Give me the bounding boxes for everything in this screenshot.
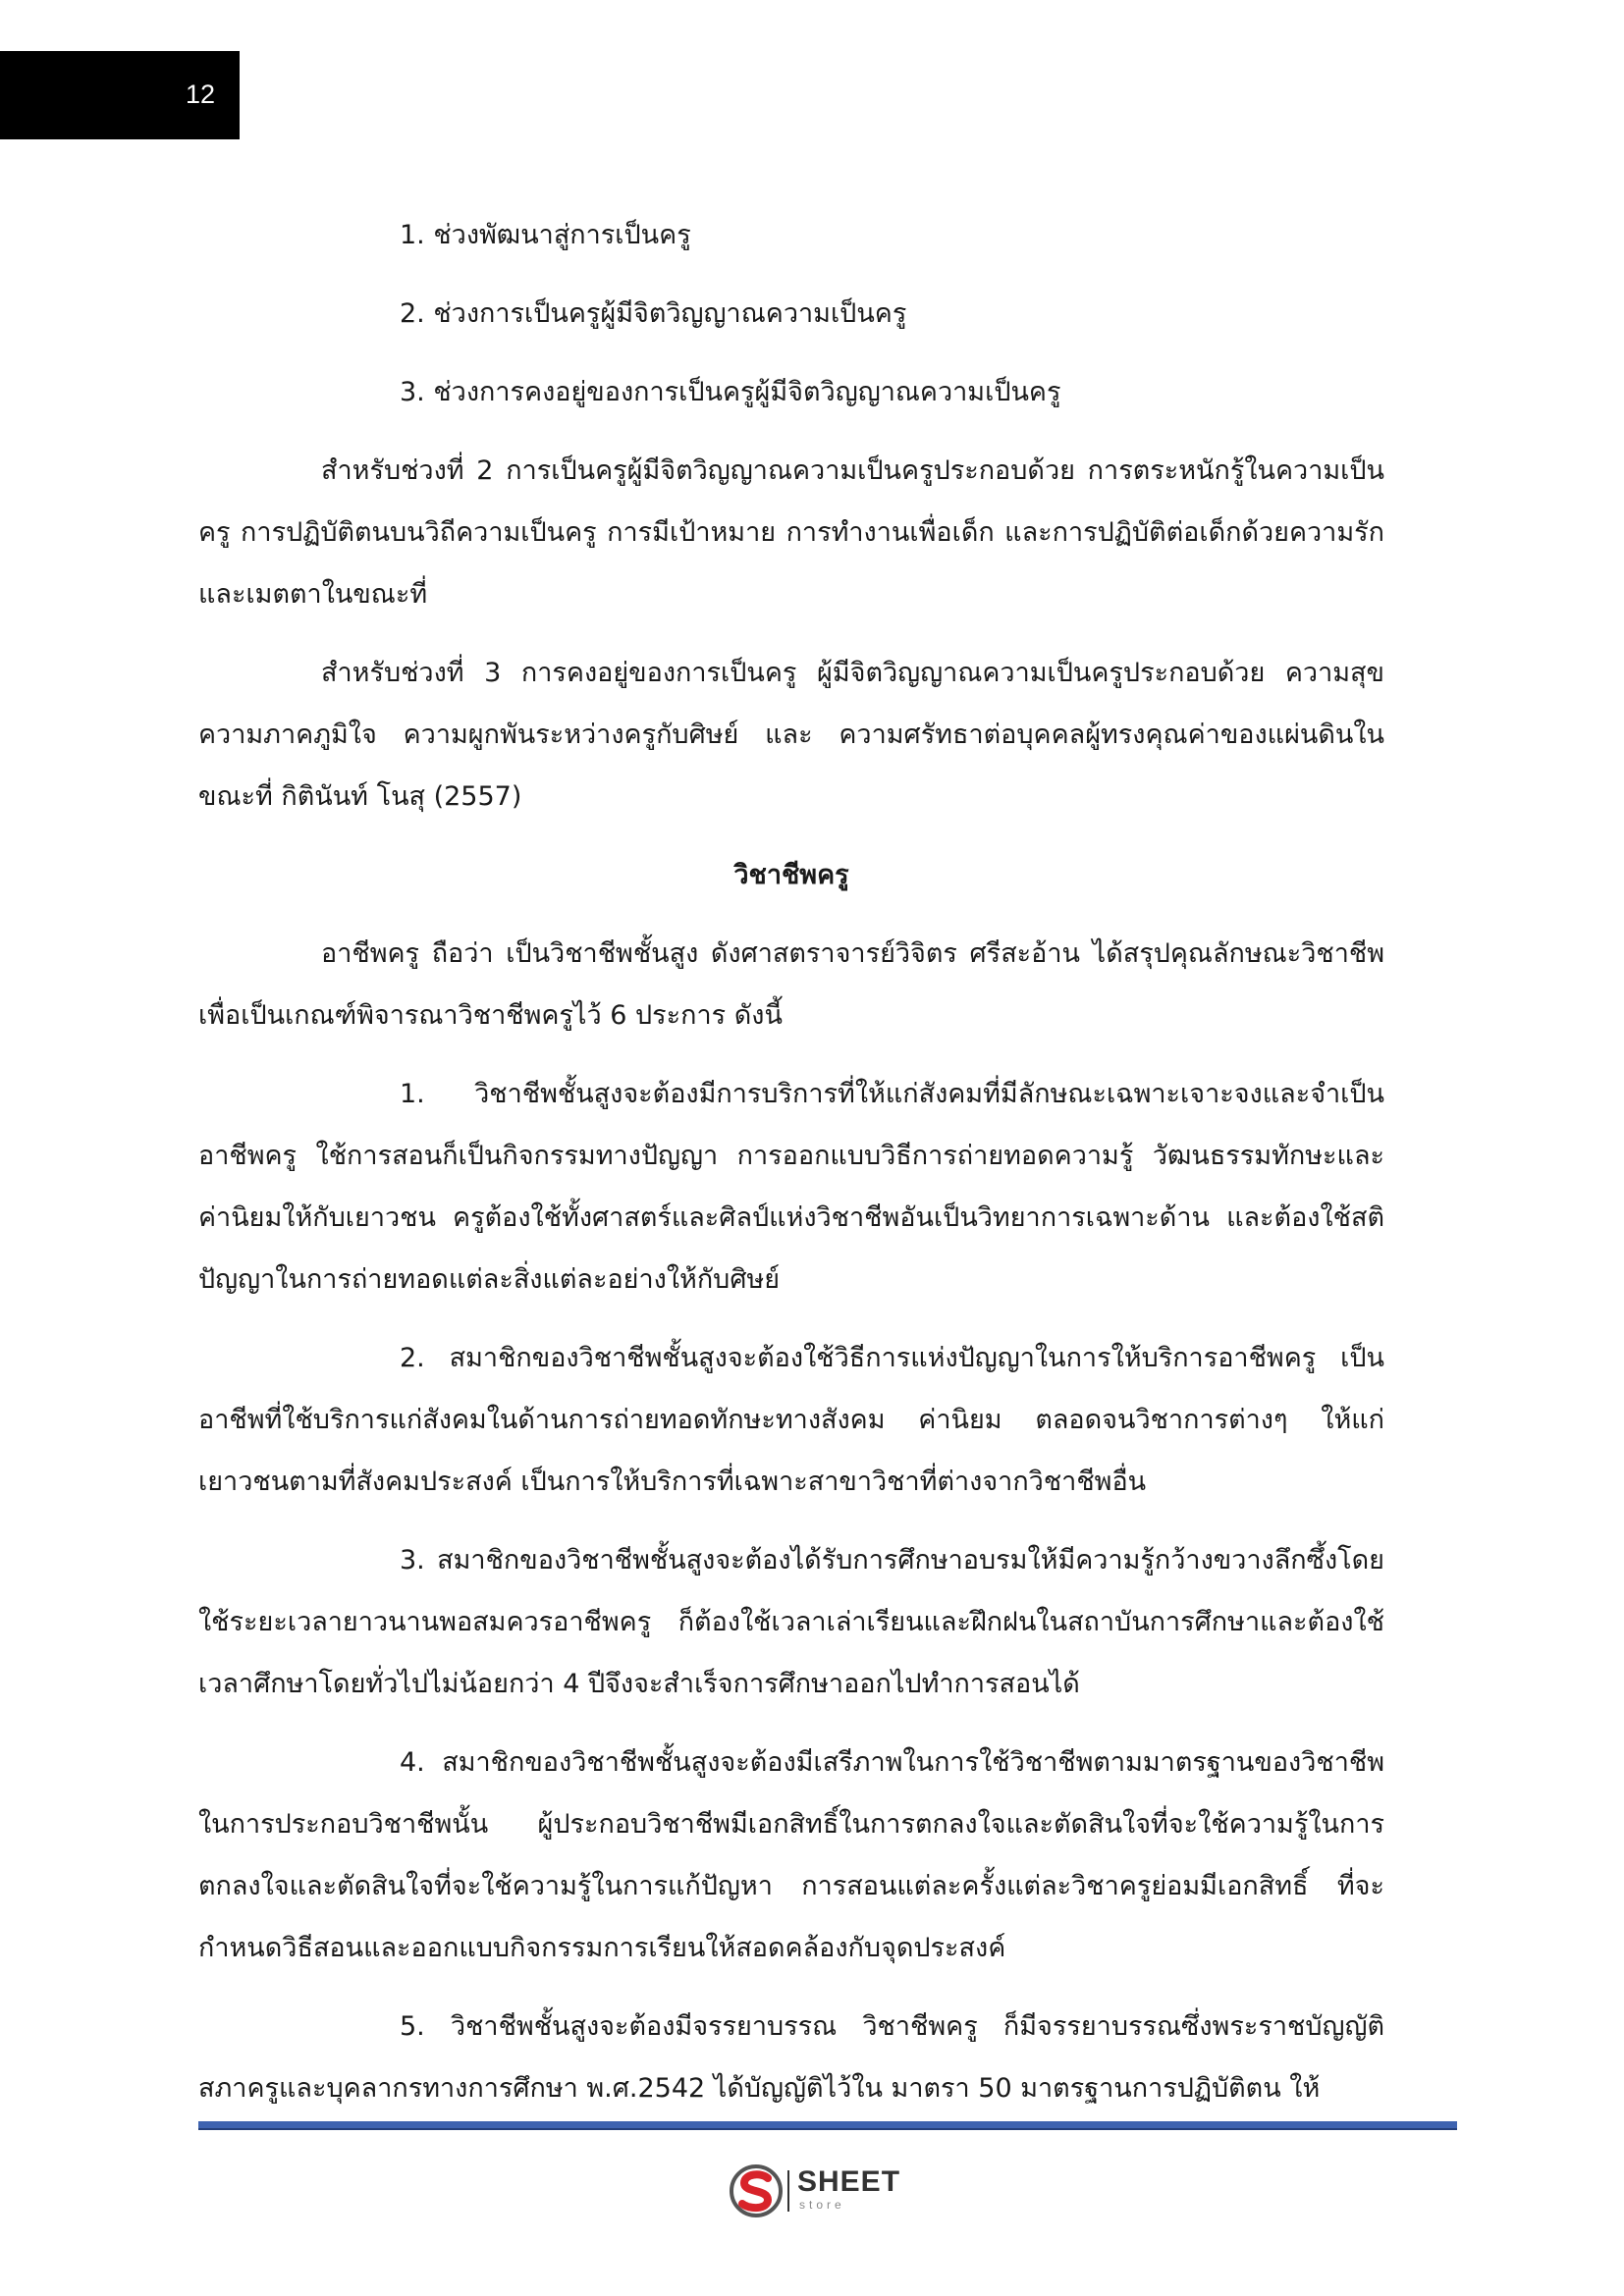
logo-subtext: store bbox=[799, 2198, 845, 2212]
list-item: 3. ช่วงการคงอยู่ของการเป็นครูผู้มีจิตวิญญาณความเป็นครู bbox=[400, 377, 1061, 407]
logo-divider bbox=[787, 2170, 789, 2212]
document-body bbox=[198, 204, 1384, 2136]
list-item: 1. ช่วงพัฒนาสู่การเป็นครู bbox=[400, 220, 691, 250]
logo-s-icon bbox=[729, 2163, 784, 2219]
sheet-store-logo bbox=[729, 2163, 915, 2221]
numbered-paragraph: 1. วิชาชีพชั้นสูงจะต้องมีการบริการที่ให้แก่สังคมที่มีลักษณะเฉพาะเจาะจงและจำเป็น อาชีพครู ใช้การสอนก็เป็นกิจกรรมทางปัญญา การออกแบบวิธีการถ่ายทอดความรู้ วัฒนธรรมทักษะและค่านิยมให้กับเยาวชน ครูต้องใช้ทั้งศาสตร์และศิลป์แห่งวิชาชีพอันเป็นวิทยาการเฉพาะด้าน และต้องใช้สติปัญญาในการถ่ายทอดแต่ละสิ่งแต่ละอย่างให้กับศิษย์ bbox=[198, 1079, 1384, 1295]
section-heading: วิชาชีพครู bbox=[733, 860, 849, 890]
page-number-box bbox=[0, 51, 240, 139]
paragraph-lead: อาชีพครู ถือว่า เป็นวิชาชีพชั้นสูง ดังศาสตราจารย์วิจิตร ศรีสะอ้าน ได้สรุปคุณลักษณะวิชาชีพ เพื่อเป็นเกณฑ์พิจารณาวิชาชีพครูไว้ 6 ประการ ดังนี้ bbox=[198, 938, 1384, 1031]
numbered-paragraph: 5. วิชาชีพชั้นสูงจะต้องมีจรรยาบรรณ วิชาชีพครู ก็มีจรรยาบรรณซึ่งพระราชบัญญัติสภาครูและบุคลากรทางการศึกษา พ.ศ.2542 ได้บัญญัติไว้ใน มาตรา 50 มาตรฐานการปฏิบัติตน ให้ bbox=[198, 2011, 1384, 2104]
logo-wordmark: SHEET bbox=[797, 2165, 901, 2198]
list-item: 2. ช่วงการเป็นครูผู้มีจิตวิญญาณความเป็นครู bbox=[400, 298, 907, 329]
page-number: 12 bbox=[186, 80, 216, 109]
numbered-paragraph: 4. สมาชิกของวิชาชีพชั้นสูงจะต้องมีเสรีภาพในการใช้วิชาชีพตามมาตรฐานของวิชาชีพในการประกอบวิชาชีพนั้น ผู้ประกอบวิชาชีพมีเอกสิทธิ์ในการตกลงใจและตัดสินใจที่จะใช้ความรู้ในการตกลงใจและตัดสินใจที่จะใช้ความรู้ในการแก้ปัญหา การสอนแต่ละครั้งแต่ละวิชาครูย่อมมีเอกสิทธิ์ ที่จะกำหนดวิธีสอนและออกแบบกิจกรรมการเรียนให้สอดคล้องกับจุดประสงค์ bbox=[198, 1747, 1384, 1963]
footer-rule bbox=[198, 2121, 1457, 2130]
numbered-paragraph: 3. สมาชิกของวิชาชีพชั้นสูงจะต้องได้รับการศึกษาอบรมให้มีความรู้กว้างขวางลึกซึ้งโดยใช้ระยะเวลายาวนานพอสมควรอาชีพครู ก็ต้องใช้เวลาเล่าเรียนและฝึกฝนในสถาบันการศึกษาและต้องใช้เวลาศึกษาโดยทั่วไปไม่น้อยกว่า 4 ปีจึงจะสำเร็จการศึกษาออกไปทำการสอนได้ bbox=[198, 1545, 1384, 1699]
paragraph-phase-3: สำหรับช่วงที่ 3 การคงอยู่ของการเป็นครู ผู้มีจิตวิญญาณความเป็นครูประกอบด้วย ความสุข ความภาคภูมิใจ ความผูกพันระหว่างครูกับศิษย์ และ ความศรัทธาต่อบุคคลผู้ทรงคุณค่าของแผ่นดินใน ขณะที่ กิตินันท์ โนสุ (2557) bbox=[198, 658, 1384, 812]
numbered-paragraph: 2. สมาชิกของวิชาชีพชั้นสูงจะต้องใช้วิธีการแห่งปัญญาในการให้บริการอาชีพครู เป็นอาชีพที่ใช้บริการแก่สังคมในด้านการถ่ายทอดทักษะทางสังคม ค่านิยม ตลอดจนวิชาการต่างๆ ให้แก่เยาวชนตามที่สังคมประสงค์ เป็นการให้บริการที่เฉพาะสาขาวิชาที่ต่างจากวิชาชีพอื่น bbox=[198, 1343, 1384, 1497]
paragraph-phase-2: สำหรับช่วงที่ 2 การเป็นครูผู้มีจิตวิญญาณความเป็นครูประกอบด้วย การตระหนักรู้ในความเป็นครู การปฏิบัติตนบนวิถีความเป็นครู การมีเป้าหมาย การทำงานเพื่อเด็ก และการปฏิบัติต่อเด็กด้วยความรักและเมตตาในขณะที่ bbox=[198, 455, 1384, 610]
